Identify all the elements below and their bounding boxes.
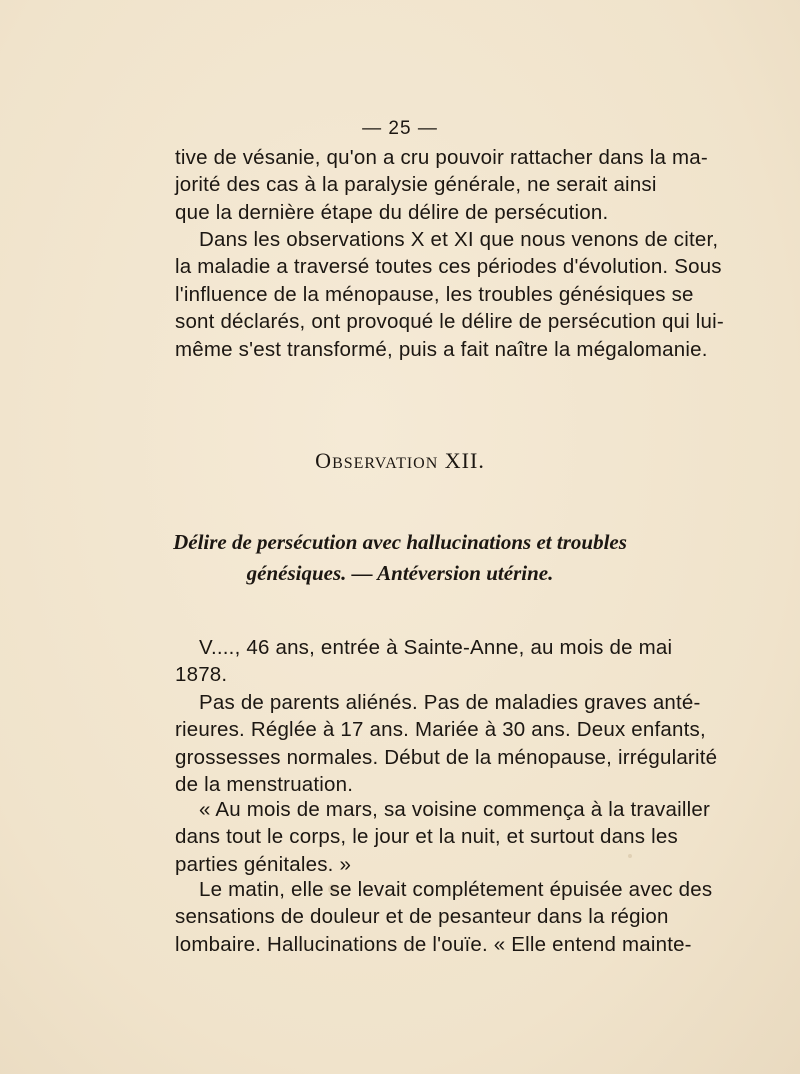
text-line: lombaire. Hallucinations de l'ouïe. « Elle entend mainte- bbox=[175, 932, 692, 956]
text-line: de la menstruation. bbox=[175, 773, 354, 797]
text-line: tive de vésanie, qu'on a cru pouvoir rattacher dans la ma- bbox=[175, 146, 708, 169]
heading-word: BSERVATION bbox=[332, 455, 439, 472]
text-line: « Au mois de mars, sa voisine commença à la travailler bbox=[199, 798, 710, 821]
paragraph-3 bbox=[175, 634, 673, 689]
paragraph-4 bbox=[175, 689, 718, 799]
text-line: même s'est transformé, puis a fait naître la mégalomanie. bbox=[175, 337, 708, 361]
observation-heading bbox=[0, 448, 800, 474]
text-line: rieures. Réglée à 17 ans. Mariée à 30 ans. Deux enfants, bbox=[175, 718, 706, 742]
paragraph-6 bbox=[175, 876, 713, 958]
text-line: Pas de parents aliénés. Pas de maladies graves anté- bbox=[199, 691, 701, 714]
text-line: Le matin, elle se levait complétement épuisée avec des bbox=[199, 878, 713, 901]
text-line: parties génitales. » bbox=[175, 852, 352, 876]
text-line: sont déclarés, ont provoqué le délire de persécution qui lui- bbox=[175, 310, 724, 334]
text-line: grossesses normales. Début de la ménopause, irrégularité bbox=[175, 745, 718, 769]
text-line: que la dernière étape du délire de persécution. bbox=[175, 200, 609, 224]
text-line: jorité des cas à la paralysie générale, ne serait ainsi bbox=[175, 173, 657, 197]
text-line: dans tout le corps, le jour et la nuit, et surtout dans les bbox=[175, 825, 678, 849]
text-line: Dans les observations X et XI que nous venons de citer, bbox=[199, 228, 719, 251]
page-number: — 25 — bbox=[362, 118, 438, 139]
paragraph-5 bbox=[175, 796, 710, 878]
text-line: l'influence de la ménopause, les troubles génésiques se bbox=[175, 282, 694, 306]
text-line: 1878. bbox=[175, 663, 228, 687]
heading-number: XII. bbox=[444, 448, 485, 473]
text-line: V...., 46 ans, entrée à Sainte-Anne, au mois de mai bbox=[199, 636, 673, 659]
text-line: sensations de douleur et de pesanteur dans la région bbox=[175, 905, 669, 929]
paragraph-2 bbox=[175, 226, 724, 363]
heading-initial: O bbox=[315, 448, 333, 473]
paper-stain bbox=[628, 854, 632, 858]
text-line: la maladie a traversé toutes ces périodes d'évolution. Sous bbox=[175, 255, 722, 279]
subtitle-line-1: Délire de persécution avec hallucinations et troubles bbox=[173, 530, 627, 554]
subtitle-line-2: génésiques. — Antéversion utérine. bbox=[246, 561, 554, 585]
paragraph-1 bbox=[175, 144, 708, 226]
